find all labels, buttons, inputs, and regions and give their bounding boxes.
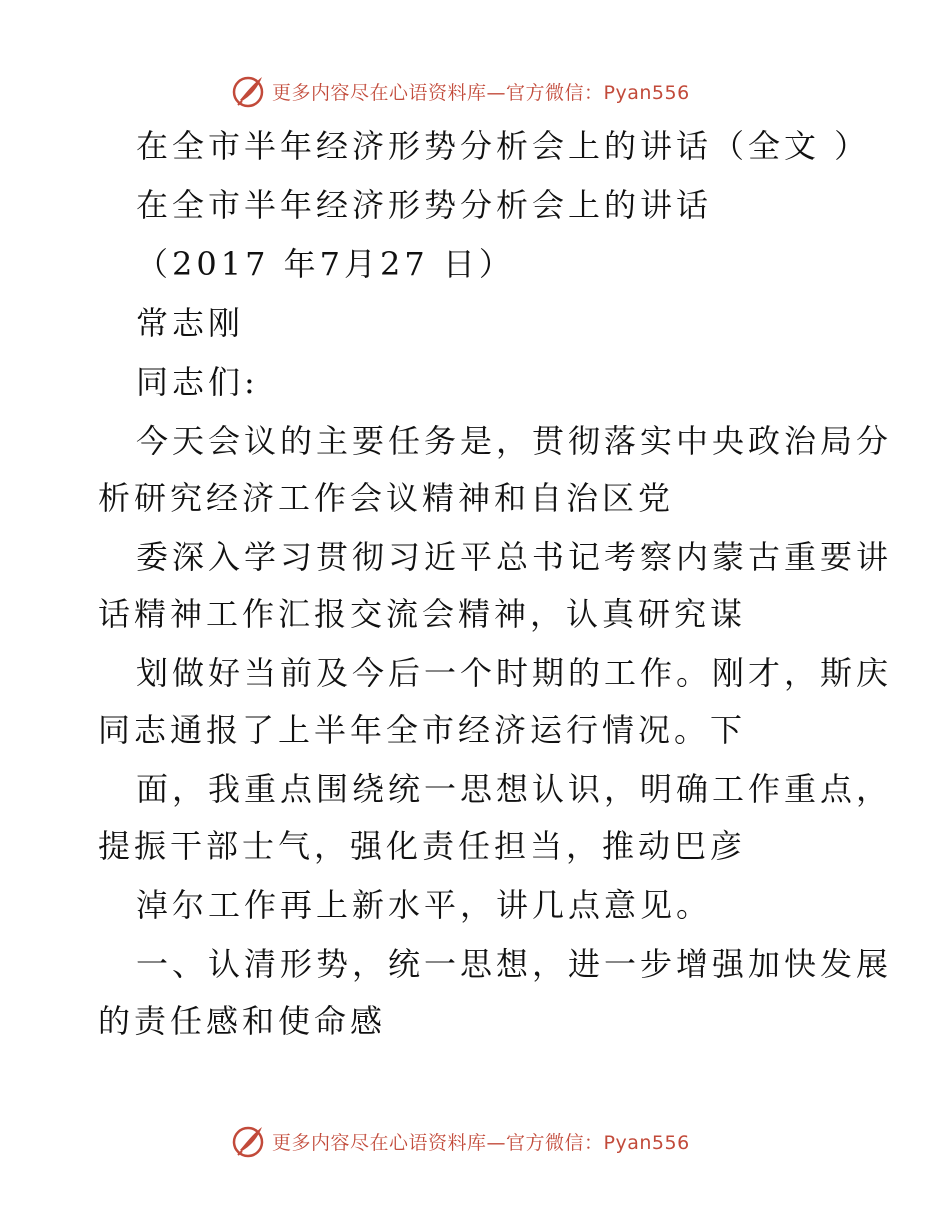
doc-title-full: 在全市半年经济形势分析会上的讲话（全文 ） [136,127,871,165]
watermark-wechat-label: 官方微信： [506,81,604,104]
doc-section-heading-cont: 的责任感和使命感 [98,1002,387,1040]
watermark-wechat-id: Pyan556 [603,1131,690,1154]
quill-pen-logo-icon [230,1123,266,1159]
doc-paragraph-line: 淖尔工作再上新水平，讲几点意见。 [136,886,713,924]
watermark-banner-bottom [230,1122,730,1160]
watermark-text [272,1128,690,1155]
quill-pen-logo-icon [230,73,266,109]
watermark-text [272,78,690,105]
watermark-main-text: 更多内容尽在心语资料库 [272,81,487,104]
doc-author: 常志刚 [136,304,245,342]
doc-title: 在全市半年经济形势分析会上的讲话 [136,186,713,224]
watermark-wechat-id: Pyan556 [603,81,690,104]
watermark-separator: — [486,81,507,104]
watermark-main-text: 更多内容尽在心语资料库 [272,1131,487,1154]
doc-paragraph-line: 委深入学习贯彻习近平总书记考察内蒙古重要讲 [136,538,893,576]
doc-paragraph-line: 提振干部士气，强化责任担当，推动巴彦 [98,827,747,865]
doc-paragraph-line: 话精神工作汇报交流会精神，认真研究谋 [98,595,747,633]
doc-date: （2017 年7月27 日） [136,245,515,283]
doc-paragraph-line: 划做好当前及今后一个时期的工作。刚才，斯庆 [136,654,893,692]
watermark-separator: — [486,1131,507,1154]
doc-paragraph-line: 面，我重点围绕统一思想认识，明确工作重点， [136,770,893,808]
doc-paragraph-line: 同志通报了上半年全市经济运行情况。下 [98,711,747,749]
watermark-banner-top [230,72,730,110]
doc-paragraph-line: 今天会议的主要任务是，贯彻落实中央政治局分 [136,422,893,460]
doc-salutation: 同志们: [136,363,259,401]
watermark-wechat-label: 官方微信： [506,1131,604,1154]
doc-section-heading: 一、认清形势，统一思想，进一步增强加快发展 [136,945,893,983]
doc-paragraph-line: 析研究经济工作会议精神和自治区党 [98,479,675,517]
